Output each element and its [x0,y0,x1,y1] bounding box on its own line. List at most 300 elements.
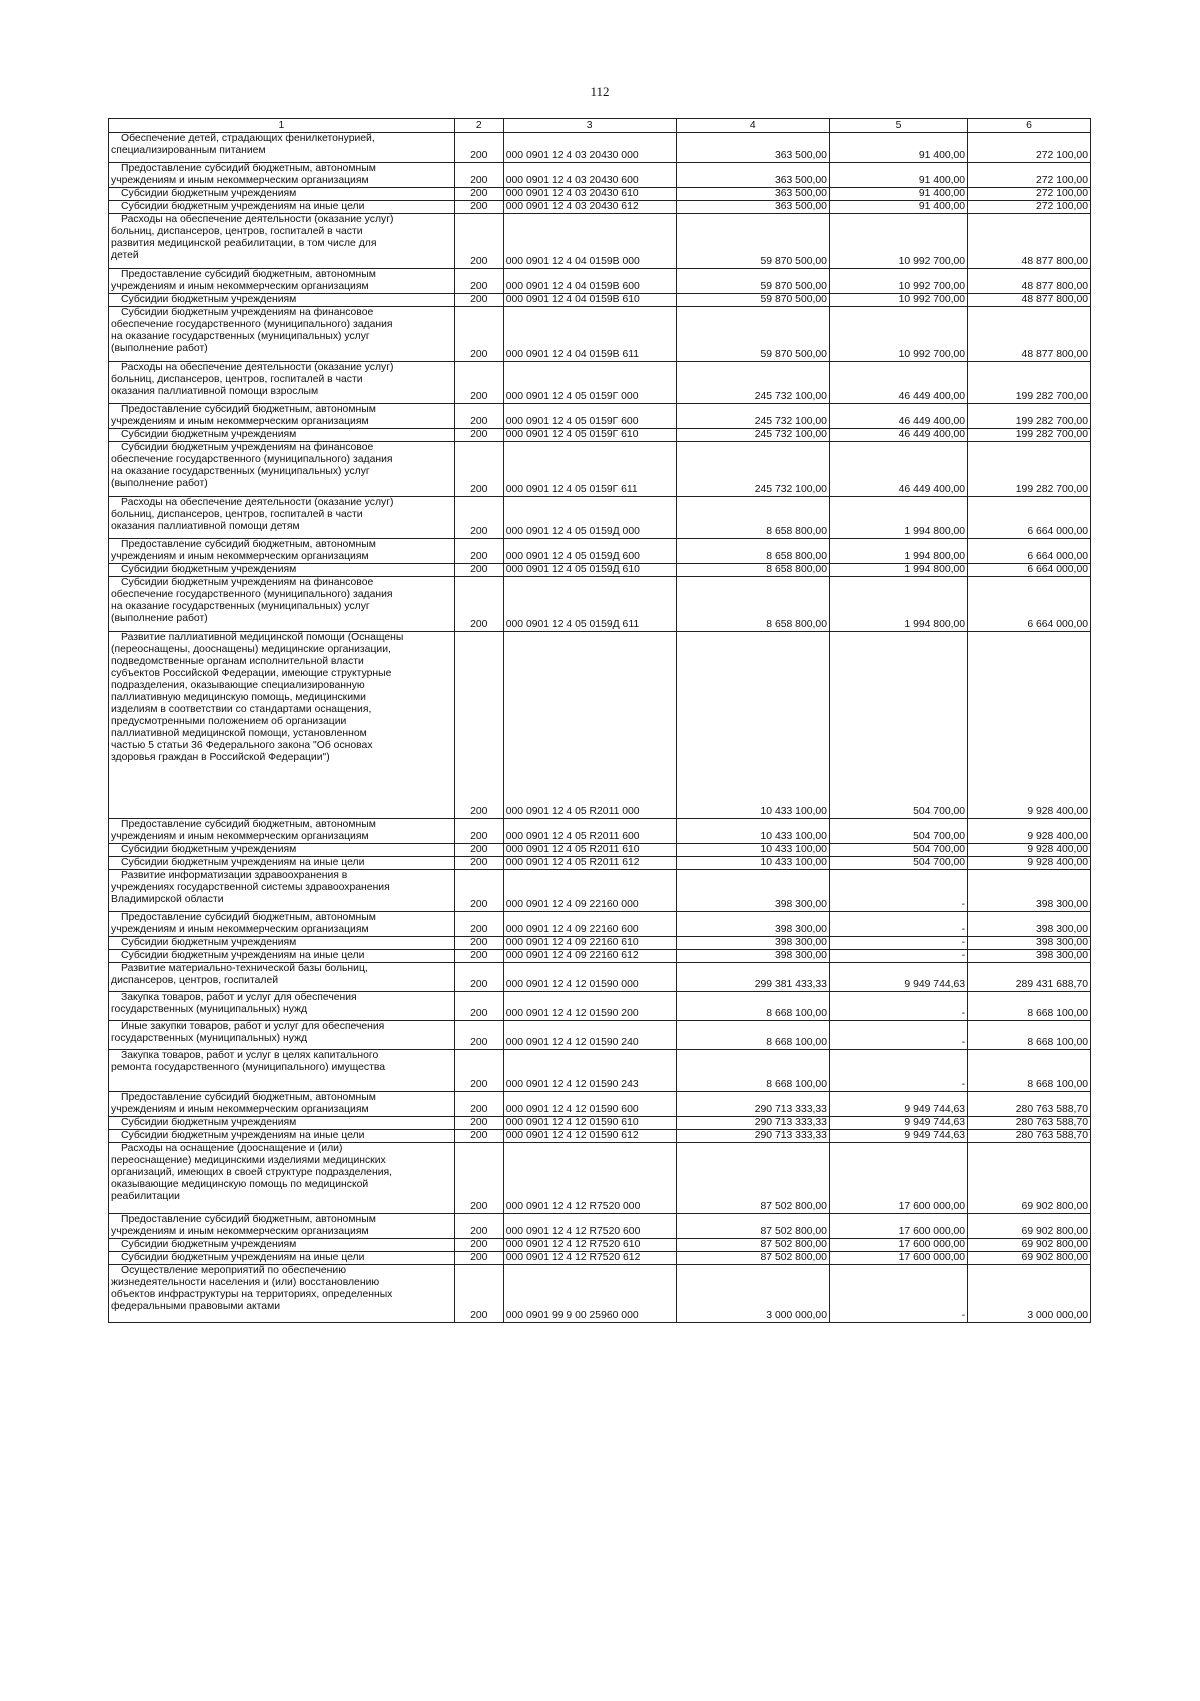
row-name-line: оказания паллиативной помощи детям [111,521,300,532]
row-value-col4: 10 433 100,00 [676,857,829,870]
row-name-cell [109,133,455,163]
table-row [109,857,1091,870]
row-value-col6: 48 877 800,00 [968,307,1091,362]
row-value-col4: 87 502 800,00 [676,1143,829,1214]
budget-table [108,118,1091,1323]
row-name-line: учреждениям и иным некоммерческим организациям [111,551,369,562]
row-name-line: Предоставление субсидий бюджетным, автономным [121,1214,376,1225]
row-code-cell: 000 0901 12 4 04 0159В 600 [503,269,676,294]
row-value-col5: 9 949 744,63 [829,1092,967,1117]
row-code-cell: 000 0901 12 4 05 0159Д 611 [503,577,676,632]
row-name-line: объектов инфраструктуры на территориях, определенных [111,1289,393,1300]
row-code-cell: 000 0901 12 4 12 01590 240 [503,1021,676,1050]
row-gr-cell: 200 [454,188,503,201]
row-name-line: учреждениях государственной системы здравоохранения [111,882,390,893]
row-value-col4: 3 000 000,00 [676,1265,829,1323]
row-name-cell [109,188,455,201]
row-code-cell: 000 0901 12 4 09 22160 610 [503,937,676,950]
table-header [109,119,1091,133]
row-value-col6: 6 664 000,00 [968,577,1091,632]
row-code-cell: 000 0901 12 4 12 01590 600 [503,1092,676,1117]
row-value-col4: 59 870 500,00 [676,307,829,362]
row-value-col5: 10 992 700,00 [829,294,967,307]
table-row [109,577,1091,632]
row-value-col6: 398 300,00 [968,950,1091,963]
row-gr-cell: 200 [454,857,503,870]
table-row [109,1130,1091,1143]
row-name-line: учреждениям и иным некоммерческим организациям [111,1226,369,1237]
table-row [109,539,1091,564]
table-row [109,992,1091,1021]
row-name-line: паллиативной медицинской помощи, установленном [111,728,367,739]
row-name-line: оказания паллиативной помощи взрослым [111,386,319,397]
header-row [109,119,1091,133]
row-gr-cell: 200 [454,163,503,188]
row-gr-cell: 200 [454,133,503,163]
table-row [109,870,1091,912]
row-value-col4: 245 732 100,00 [676,429,829,442]
row-gr-cell: 200 [454,632,503,819]
row-value-col4: 398 300,00 [676,937,829,950]
row-name-cell [109,950,455,963]
row-name-cell [109,937,455,950]
row-name-line: Субсидии бюджетным учреждениям на иные цели [121,857,365,868]
row-name-line: больниц, диспансеров, центров, госпиталей в части [111,509,363,520]
row-name-line: на оказание государственных (муниципальных) услуг [111,466,370,477]
row-name-cell [109,269,455,294]
row-name-line: частью 5 статьи 36 Федерального закона "Об основах [111,740,373,751]
row-name-line: (выполнение работ) [111,478,208,489]
row-code-cell: 000 0901 12 4 05 R2011 000 [503,632,676,819]
row-name-cell [109,1050,455,1092]
row-name-line: переоснащение) медицинскими изделиями медицинских [111,1155,386,1166]
row-name-cell [109,404,455,429]
row-value-col6: 8 668 100,00 [968,1050,1091,1092]
row-value-col5: 1 994 800,00 [829,577,967,632]
row-name-cell [109,992,455,1021]
row-name-line: учреждениям и иным некоммерческим организациям [111,281,369,292]
row-value-col6: 9 928 400,00 [968,632,1091,819]
row-name-line: (выполнение работ) [111,613,208,624]
header-col-1: 1 [109,119,455,133]
header-col-4: 4 [676,119,829,133]
table-row [109,269,1091,294]
row-name-cell [109,201,455,214]
row-code-cell: 000 0901 12 4 03 20430 000 [503,133,676,163]
row-name-line: подведомственные органам исполнительной власти [111,656,364,667]
row-value-col6: 398 300,00 [968,912,1091,937]
row-value-col6: 69 902 800,00 [968,1143,1091,1214]
row-value-col5: 10 992 700,00 [829,307,967,362]
row-value-col6: 9 928 400,00 [968,844,1091,857]
row-value-col5: 9 949 744,63 [829,1130,967,1143]
row-name-line: Субсидии бюджетным учреждениям на иные цели [121,950,365,961]
row-gr-cell: 200 [454,294,503,307]
row-name-line: государственных (муниципальных) нужд [111,1004,308,1015]
row-value-col6: 6 664 000,00 [968,497,1091,539]
row-value-col4: 8 658 800,00 [676,539,829,564]
row-value-col6: 48 877 800,00 [968,214,1091,269]
row-name-cell [109,163,455,188]
table-row [109,963,1091,992]
row-value-col4: 8 668 100,00 [676,992,829,1021]
row-value-col5: 46 449 400,00 [829,362,967,404]
row-name-cell [109,857,455,870]
table-row [109,362,1091,404]
row-value-col6: 48 877 800,00 [968,269,1091,294]
row-value-col4: 8 658 800,00 [676,564,829,577]
row-value-col4: 10 433 100,00 [676,632,829,819]
row-value-col5: 1 994 800,00 [829,539,967,564]
row-value-col5: 91 400,00 [829,133,967,163]
row-code-cell: 000 0901 12 4 05 R2011 600 [503,819,676,844]
row-name-line: Субсидии бюджетным учреждениям [121,937,297,948]
row-code-cell: 000 0901 12 4 05 0159Г 611 [503,442,676,497]
row-code-cell: 000 0901 12 4 05 0159Д 610 [503,564,676,577]
row-value-col5: - [829,1021,967,1050]
row-name-line: (выполнение работ) [111,343,208,354]
table-row [109,294,1091,307]
row-gr-cell: 200 [454,214,503,269]
table-row [109,1117,1091,1130]
row-name-line: обеспечение государственного (муниципального) задания [111,589,393,600]
row-code-cell: 000 0901 12 4 12 01590 000 [503,963,676,992]
row-name-line: Субсидии бюджетным учреждениям [121,429,297,440]
row-name-cell [109,844,455,857]
table-row [109,163,1091,188]
row-value-col5: 10 992 700,00 [829,269,967,294]
row-name-line: диспансеров, центров, госпиталей [111,975,279,986]
row-value-col6: 69 902 800,00 [968,1239,1091,1252]
row-name-cell [109,539,455,564]
row-name-line: Субсидии бюджетным учреждениям [121,564,297,575]
table-row [109,564,1091,577]
row-gr-cell: 200 [454,870,503,912]
row-name-cell [109,1117,455,1130]
table-row [109,1050,1091,1092]
row-name-line: детей [111,250,139,261]
row-name-line: Расходы на обеспечение деятельности (оказание услуг) [121,362,394,373]
row-name-line: Предоставление субсидий бюджетным, автономным [121,163,376,174]
row-gr-cell: 200 [454,1214,503,1239]
row-name-cell [109,1239,455,1252]
row-value-col4: 363 500,00 [676,201,829,214]
row-name-cell [109,632,455,819]
row-name-line: федеральными правовыми актами [111,1301,281,1312]
row-value-col4: 8 668 100,00 [676,1021,829,1050]
row-name-line: предусмотренными положением об организации [111,716,347,727]
row-name-line: Обеспечение детей, страдающих фенилкетонурией, [121,133,375,144]
row-name-line: учреждениям и иным некоммерческим организациям [111,416,369,427]
row-value-col4: 290 713 333,33 [676,1092,829,1117]
row-name-cell [109,214,455,269]
row-value-col6: 272 100,00 [968,188,1091,201]
row-value-col6: 199 282 700,00 [968,362,1091,404]
header-col-2: 2 [454,119,503,133]
row-value-col5: 46 449 400,00 [829,442,967,497]
row-name-line: Предоставление субсидий бюджетным, автономным [121,539,376,550]
row-name-line: Расходы на обеспечение деятельности (оказание услуг) [121,214,394,225]
row-gr-cell: 200 [454,1050,503,1092]
row-name-line: реабилитации [111,1191,180,1202]
row-code-cell: 000 0901 12 4 12 R7520 610 [503,1239,676,1252]
table-row [109,819,1091,844]
row-value-col6: 280 763 588,70 [968,1130,1091,1143]
table-row [109,912,1091,937]
row-value-col5: 17 600 000,00 [829,1252,967,1265]
row-value-col6: 6 664 000,00 [968,539,1091,564]
row-name-cell [109,1214,455,1239]
row-value-col6: 6 664 000,00 [968,564,1091,577]
row-gr-cell: 200 [454,497,503,539]
row-value-col6: 199 282 700,00 [968,442,1091,497]
row-value-col5: 46 449 400,00 [829,404,967,429]
table-row [109,1214,1091,1239]
row-code-cell: 000 0901 12 4 04 0159В 000 [503,214,676,269]
row-code-cell: 000 0901 12 4 12 R7520 000 [503,1143,676,1214]
row-value-col5: 17 600 000,00 [829,1214,967,1239]
table-row [109,1021,1091,1050]
row-value-col6: 272 100,00 [968,163,1091,188]
row-code-cell: 000 0901 12 4 05 R2011 612 [503,857,676,870]
row-name-line: Субсидии бюджетным учреждениям [121,1117,297,1128]
row-code-cell: 000 0901 12 4 12 R7520 612 [503,1252,676,1265]
row-gr-cell: 200 [454,539,503,564]
row-gr-cell: 200 [454,362,503,404]
row-gr-cell: 200 [454,269,503,294]
row-gr-cell: 200 [454,307,503,362]
row-value-col4: 290 713 333,33 [676,1117,829,1130]
row-name-line: Осуществление мероприятий по обеспечению [121,1265,347,1276]
table-row [109,1143,1091,1214]
row-value-col5: 91 400,00 [829,188,967,201]
row-name-cell [109,442,455,497]
row-name-line: Субсидии бюджетным учреждениям [121,844,297,855]
table-row [109,214,1091,269]
row-name-cell [109,1021,455,1050]
row-value-col6: 9 928 400,00 [968,857,1091,870]
row-value-col6: 69 902 800,00 [968,1214,1091,1239]
row-value-col4: 87 502 800,00 [676,1252,829,1265]
row-value-col4: 87 502 800,00 [676,1239,829,1252]
row-value-col5: 17 600 000,00 [829,1143,967,1214]
row-name-line: Иные закупки товаров, работ и услуг для обеспечения [121,1021,385,1032]
row-value-col4: 59 870 500,00 [676,269,829,294]
row-gr-cell: 200 [454,950,503,963]
row-name-line: учреждениям и иным некоммерческим организациям [111,831,369,842]
row-name-line: Субсидии бюджетным учреждениям [121,1239,297,1250]
row-name-cell [109,307,455,362]
row-name-line: Субсидии бюджетным учреждениям на финансовое [121,307,374,318]
row-name-line: развития медицинской реабилитации, в том числе для [111,238,377,249]
row-name-line: организаций, имеющих в своей структуре подразделения, [111,1167,393,1178]
row-value-col4: 10 433 100,00 [676,844,829,857]
row-name-line: больниц, диспансеров, центров, госпиталей в части [111,374,363,385]
row-name-line: учреждениям и иным некоммерческим организациям [111,924,369,935]
row-value-col6: 280 763 588,70 [968,1092,1091,1117]
row-name-line: специализированным питанием [111,145,266,156]
table-row [109,404,1091,429]
row-gr-cell: 200 [454,912,503,937]
table-row [109,1239,1091,1252]
row-name-line: (переоснащены, дооснащены) медицинские организации, [111,644,391,655]
row-name-line: ремонта государственного (муниципального) имущества [111,1062,386,1073]
row-gr-cell: 200 [454,1252,503,1265]
table-row [109,133,1091,163]
row-gr-cell: 200 [454,844,503,857]
row-name-cell [109,1130,455,1143]
row-name-line: Расходы на оснащение (дооснащение и (или) [121,1143,343,1154]
row-name-line: Субсидии бюджетным учреждениям на иные цели [121,1252,365,1263]
row-code-cell: 000 0901 12 4 05 R2011 610 [503,844,676,857]
row-value-col4: 398 300,00 [676,912,829,937]
row-value-col4: 245 732 100,00 [676,404,829,429]
row-code-cell: 000 0901 12 4 12 01590 610 [503,1117,676,1130]
header-col-6: 6 [968,119,1091,133]
row-gr-cell: 200 [454,963,503,992]
row-value-col4: 59 870 500,00 [676,214,829,269]
row-gr-cell: 200 [454,1117,503,1130]
row-name-cell [109,577,455,632]
row-value-col4: 245 732 100,00 [676,362,829,404]
header-col-3: 3 [503,119,676,133]
row-value-col4: 299 381 433,33 [676,963,829,992]
row-name-line: Предоставление субсидий бюджетным, автономным [121,404,376,415]
row-value-col6: 199 282 700,00 [968,404,1091,429]
row-name-cell [109,1252,455,1265]
row-name-line: Предоставление субсидий бюджетным, автономным [121,269,376,280]
row-name-line: Предоставление субсидий бюджетным, автономным [121,1092,376,1103]
row-name-line: государственных (муниципальных) нужд [111,1033,308,1044]
row-value-col5: 504 700,00 [829,632,967,819]
row-name-line: учреждениям и иным некоммерческим организациям [111,1104,369,1115]
table-row [109,1252,1091,1265]
row-name-line: оказывающие медицинскую помощь по медицинской [111,1179,369,1190]
row-gr-cell: 200 [454,201,503,214]
row-gr-cell: 200 [454,992,503,1021]
row-value-col6: 8 668 100,00 [968,1021,1091,1050]
row-value-col6: 8 668 100,00 [968,992,1091,1021]
row-value-col4: 87 502 800,00 [676,1214,829,1239]
row-value-col5: - [829,937,967,950]
row-code-cell: 000 0901 12 4 03 20430 600 [503,163,676,188]
table-row [109,632,1091,819]
row-gr-cell: 200 [454,1143,503,1214]
row-gr-cell: 200 [454,442,503,497]
row-value-col4: 8 658 800,00 [676,497,829,539]
header-col-5: 5 [829,119,967,133]
table-row [109,307,1091,362]
row-name-cell [109,870,455,912]
row-value-col5: 46 449 400,00 [829,429,967,442]
page-number: 112 [590,84,610,99]
row-value-col5: 1 994 800,00 [829,564,967,577]
row-value-col6: 9 928 400,00 [968,819,1091,844]
row-value-col4: 363 500,00 [676,163,829,188]
row-value-col4: 8 668 100,00 [676,1050,829,1092]
row-value-col5: 91 400,00 [829,163,967,188]
row-gr-cell: 200 [454,404,503,429]
row-value-col5: 10 992 700,00 [829,214,967,269]
row-name-line: субъектов Российской Федерации, имеющие структурные [111,668,392,679]
row-name-line: Развитие информатизации здравоохранения в [121,870,348,881]
row-gr-cell: 200 [454,1021,503,1050]
row-code-cell: 000 0901 12 4 05 0159Г 600 [503,404,676,429]
row-value-col4: 8 658 800,00 [676,577,829,632]
row-name-line: паллиативную медицинскую помощь, медицинскими [111,692,366,703]
row-gr-cell: 200 [454,819,503,844]
row-value-col4: 363 500,00 [676,188,829,201]
row-value-col6: 398 300,00 [968,870,1091,912]
row-name-line: Предоставление субсидий бюджетным, автономным [121,912,376,923]
row-name-line: жизнедеятельности населения и (или) восстановлению [111,1277,380,1288]
row-code-cell: 000 0901 12 4 05 0159Г 000 [503,362,676,404]
row-code-cell: 000 0901 12 4 05 0159Д 000 [503,497,676,539]
row-value-col4: 398 300,00 [676,950,829,963]
row-value-col5: - [829,1050,967,1092]
table-body [109,133,1091,1323]
row-name-cell [109,1143,455,1214]
row-value-col5: 9 949 744,63 [829,963,967,992]
row-name-line: Закупка товаров, работ и услуг в целях капитального [121,1050,379,1061]
row-name-cell [109,912,455,937]
row-gr-cell: 200 [454,564,503,577]
row-name-line: Субсидии бюджетным учреждениям на иные цели [121,1130,365,1141]
row-code-cell: 000 0901 12 4 03 20430 610 [503,188,676,201]
row-value-col5: 91 400,00 [829,201,967,214]
row-name-line: Развитие материально-технической базы больниц, [121,963,368,974]
row-name-cell [109,963,455,992]
row-gr-cell: 200 [454,429,503,442]
row-name-cell [109,564,455,577]
row-code-cell: 000 0901 12 4 09 22160 600 [503,912,676,937]
row-value-col4: 10 433 100,00 [676,819,829,844]
row-code-cell: 000 0901 12 4 12 01590 243 [503,1050,676,1092]
row-code-cell: 000 0901 12 4 04 0159В 611 [503,307,676,362]
row-gr-cell: 200 [454,1130,503,1143]
row-value-col4: 363 500,00 [676,133,829,163]
row-gr-cell: 200 [454,577,503,632]
row-code-cell: 000 0901 12 4 12 R7520 600 [503,1214,676,1239]
row-name-line: Субсидии бюджетным учреждениям на иные цели [121,201,365,212]
row-value-col5: - [829,950,967,963]
row-value-col6: 69 902 800,00 [968,1252,1091,1265]
row-name-cell [109,294,455,307]
row-value-col5: - [829,992,967,1021]
row-name-line: подразделения, оказывающие специализированную [111,680,365,691]
row-name-line: на оказание государственных (муниципальных) услуг [111,331,370,342]
row-value-col6: 280 763 588,70 [968,1117,1091,1130]
row-name-line: Субсидии бюджетным учреждениям на финансовое [121,577,374,588]
table-row [109,950,1091,963]
row-code-cell: 000 0901 12 4 04 0159В 610 [503,294,676,307]
row-name-cell [109,429,455,442]
row-name-line: на оказание государственных (муниципальных) услуг [111,601,370,612]
row-value-col4: 290 713 333,33 [676,1130,829,1143]
table-row [109,844,1091,857]
row-name-line: Субсидии бюджетным учреждениям [121,188,297,199]
row-gr-cell: 200 [454,1265,503,1323]
row-name-line: Субсидии бюджетным учреждениям [121,294,297,305]
table-row [109,1265,1091,1323]
row-value-col5: - [829,870,967,912]
row-code-cell: 000 0901 12 4 03 20430 612 [503,201,676,214]
row-value-col6: 272 100,00 [968,133,1091,163]
row-name-line: больниц, диспансеров, центров, госпиталей в части [111,226,363,237]
row-value-col5: 504 700,00 [829,844,967,857]
row-gr-cell: 200 [454,937,503,950]
row-value-col6: 48 877 800,00 [968,294,1091,307]
